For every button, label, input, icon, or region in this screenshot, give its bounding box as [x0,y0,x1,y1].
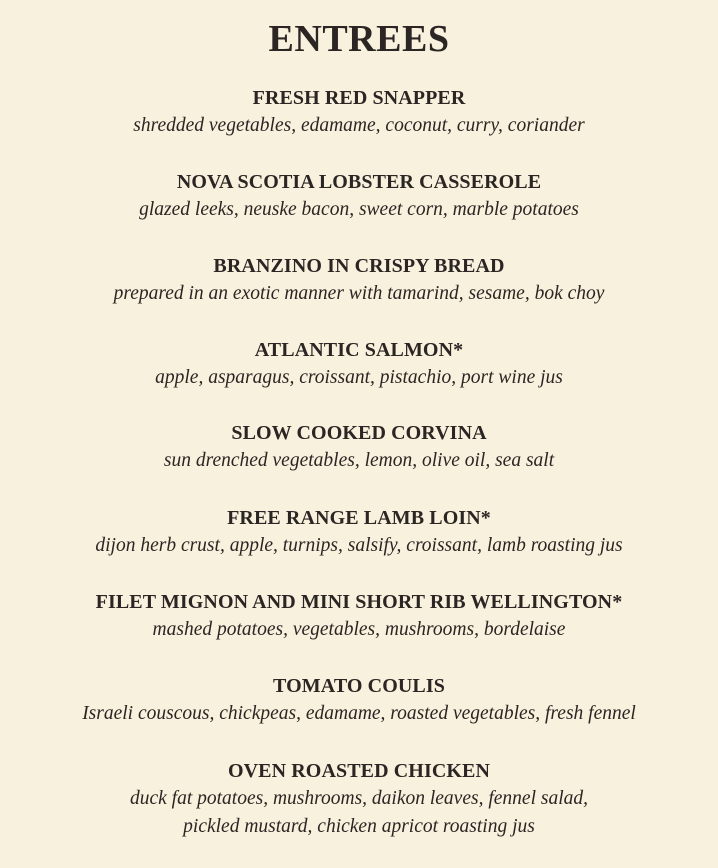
menu-item-description-line-2: pickled mustard, chicken apricot roasting jus [183,816,535,837]
menu-item-name: OVEN ROASTED CHICKEN [227,760,491,782]
menu-item [0,504,718,560]
menu-item-name: SLOW COOKED CORVINA [231,422,487,444]
menu-item-name: NOVA SCOTIA LOBSTER CASSEROLE [176,171,542,193]
menu-item [0,84,718,140]
menu-item-name: FREE RANGE LAMB LOIN* [227,507,491,529]
menu-item [0,588,718,644]
menu-item-description: apple, asparagus, croissant, pistachio, port wine jus [155,367,563,388]
menu-item-description: shredded vegetables, edamame, coconut, curry, coriander [133,115,585,136]
menu-item [0,419,718,475]
menu-item-description: Israeli couscous, chickpeas, edamame, roasted vegetables, fresh fennel [82,703,636,724]
menu-item-description: prepared in an exotic manner with tamarind, sesame, bok choy [113,283,605,304]
menu-item-description: sun drenched vegetables, lemon, olive oil, sea salt [163,450,555,471]
menu-item [0,672,718,728]
menu-item [0,252,718,308]
menu-item-name: TOMATO COULIS [273,675,445,697]
menu-item-description: mashed potatoes, vegetables, mushrooms, bordelaise [152,619,566,640]
menu-item [0,757,718,841]
menu-item-description: glazed leeks, neuske bacon, sweet corn, marble potatoes [139,199,579,220]
menu-item [0,168,718,224]
menu-item-name: ATLANTIC SALMON* [254,339,464,361]
menu-item-name: FRESH RED SNAPPER [252,87,466,109]
menu-item-name: FILET MIGNON AND MINI SHORT RIB WELLINGTON* [95,591,623,613]
menu-title: ENTREES [268,18,450,60]
menu-item [0,336,718,392]
menu-item-description: duck fat potatoes, mushrooms, daikon leaves, fennel salad, [129,788,588,809]
menu-item-name: BRANZINO IN CRISPY BREAD [213,255,505,277]
menu-item-description: dijon herb crust, apple, turnips, salsify, croissant, lamb roasting jus [95,535,623,556]
